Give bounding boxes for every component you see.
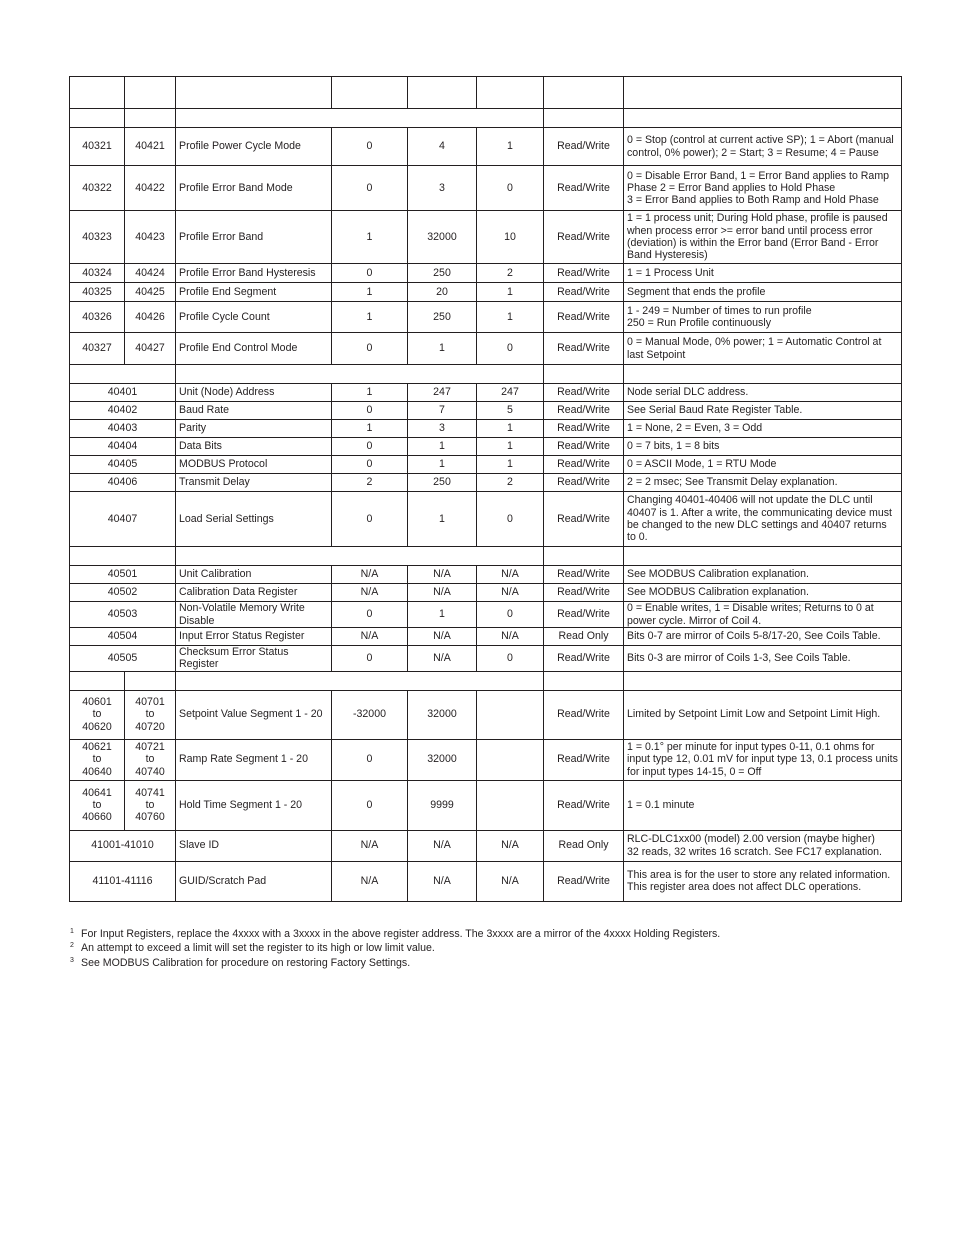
high-limit: 247 xyxy=(408,384,477,402)
table-row xyxy=(70,780,902,830)
footnotes xyxy=(70,926,890,969)
comments: RLC-DLC1xx00 (model) 2.00 version (maybe higher) 32 reads, 32 writes 16 scratch. See FC17 explanation. xyxy=(624,830,902,861)
comments: 0 = Stop (control at current active SP); 1 = Abort (manual control, 0% power); 2 = Start; 3 = Resume; 4 = Pause xyxy=(624,128,902,166)
comments: 0 = ASCII Mode, 1 = RTU Mode xyxy=(624,456,902,474)
comments: Limited by Setpoint Limit Low and Setpoint Limit High. xyxy=(624,690,902,739)
access-mode: Read/Write xyxy=(544,402,624,420)
default-value: N/A xyxy=(477,861,544,901)
high-limit: 32000 xyxy=(408,690,477,739)
comments: 0 = Enable writes, 1 = Disable writes; Returns to 0 at power cycle. Mirror of Coil 4. xyxy=(624,602,902,628)
register-name: Ramp Rate Segment 1 - 20 xyxy=(176,739,332,780)
section-divider-row xyxy=(70,671,902,690)
low-limit: 0 xyxy=(332,646,408,672)
high-limit: 250 xyxy=(408,474,477,492)
register-name: Parity xyxy=(176,420,332,438)
comments: 0 = Manual Mode, 0% power; 1 = Automatic Control at last Setpoint xyxy=(624,333,902,365)
high-limit: 9999 xyxy=(408,780,477,830)
access-mode: Read/Write xyxy=(544,646,624,672)
register-address-alt: 40701 to 40720 xyxy=(125,690,176,739)
high-limit: 7 xyxy=(408,402,477,420)
access-mode: Read/Write xyxy=(544,861,624,901)
default-value xyxy=(477,780,544,830)
low-limit: 0 xyxy=(332,602,408,628)
register-name: Setpoint Value Segment 1 - 20 xyxy=(176,690,332,739)
register-table-body xyxy=(70,77,902,902)
access-mode: Read/Write xyxy=(544,302,624,333)
access-mode: Read/Write xyxy=(544,264,624,283)
empty-cell xyxy=(125,109,176,128)
table-row xyxy=(70,302,902,333)
low-limit: N/A xyxy=(332,628,408,646)
default-value: 247 xyxy=(477,384,544,402)
empty-cell xyxy=(70,547,176,566)
low-limit: N/A xyxy=(332,861,408,901)
empty-cell xyxy=(176,547,544,566)
comments: Segment that ends the profile xyxy=(624,283,902,302)
high-limit: 3 xyxy=(408,420,477,438)
access-mode: Read Only xyxy=(544,628,624,646)
empty-cell xyxy=(624,671,902,690)
register-name: Unit (Node) Address xyxy=(176,384,332,402)
table-row xyxy=(70,211,902,264)
access-mode: Read/Write xyxy=(544,739,624,780)
table-row xyxy=(70,384,902,402)
comments: See MODBUS Calibration explanation. xyxy=(624,584,902,602)
low-limit: N/A xyxy=(332,830,408,861)
high-limit: N/A xyxy=(408,830,477,861)
table-row xyxy=(70,420,902,438)
footnote-number: 1 xyxy=(70,928,74,935)
table-row xyxy=(70,456,902,474)
high-limit: 1 xyxy=(408,456,477,474)
footnote xyxy=(70,955,890,969)
register-name: Profile Error Band xyxy=(176,211,332,264)
register-address: 40502 xyxy=(70,584,176,602)
default-value: 0 xyxy=(477,646,544,672)
register-name: Baud Rate xyxy=(176,402,332,420)
default-value: N/A xyxy=(477,628,544,646)
access-mode: Read/Write xyxy=(544,474,624,492)
comments: Bits 0-3 are mirror of Coils 1-3, See Coils Table. xyxy=(624,646,902,672)
table-row xyxy=(70,438,902,456)
default-value: 1 xyxy=(477,456,544,474)
access-mode: Read/Write xyxy=(544,492,624,547)
comments: See Serial Baud Rate Register Table. xyxy=(624,402,902,420)
high-limit: N/A xyxy=(408,584,477,602)
comments: 1 = 0.1 minute xyxy=(624,780,902,830)
low-limit: 1 xyxy=(332,211,408,264)
register-table xyxy=(69,76,902,902)
high-limit: 1 xyxy=(408,602,477,628)
register-address-alt: 40425 xyxy=(125,283,176,302)
comments: 1 - 249 = Number of times to run profile 250 = Run Profile continuously xyxy=(624,302,902,333)
default-value xyxy=(477,739,544,780)
comments: 0 = Disable Error Band, 1 = Error Band applies to Ramp Phase 2 = Error Band applies to Hold Phase 3 = Error Band applies to Both Ramp and Hold Phase xyxy=(624,166,902,211)
register-name: GUID/Scratch Pad xyxy=(176,861,332,901)
register-name: Profile Error Band Mode xyxy=(176,166,332,211)
comments: 1 = 1 Process Unit xyxy=(624,264,902,283)
table-row xyxy=(70,166,902,211)
default-value: N/A xyxy=(477,584,544,602)
high-limit: N/A xyxy=(408,861,477,901)
register-address: 41101-41116 xyxy=(70,861,176,901)
register-address: 40407 xyxy=(70,492,176,547)
register-address: 40601 to 40620 xyxy=(70,690,125,739)
register-name: Input Error Status Register xyxy=(176,628,332,646)
table-row xyxy=(70,474,902,492)
low-limit: 1 xyxy=(332,384,408,402)
high-limit: 20 xyxy=(408,283,477,302)
register-address: 40621 to 40640 xyxy=(70,739,125,780)
register-address-alt: 40721 to 40740 xyxy=(125,739,176,780)
access-mode: Read/Write xyxy=(544,566,624,584)
register-address-alt: 40424 xyxy=(125,264,176,283)
register-address: 40321 xyxy=(70,128,125,166)
high-limit: 1 xyxy=(408,492,477,547)
low-limit: 0 xyxy=(332,438,408,456)
default-value xyxy=(477,690,544,739)
comments: 1 = 1 process unit; During Hold phase, profile is paused when process error >= error band until process error (deviation) is within the Error band (Error Band - Error Band Hysteresis) xyxy=(624,211,902,264)
register-address-alt: 40427 xyxy=(125,333,176,365)
access-mode: Read/Write xyxy=(544,602,624,628)
table-row xyxy=(70,402,902,420)
register-address-alt: 40423 xyxy=(125,211,176,264)
empty-cell xyxy=(624,365,902,384)
default-value: 10 xyxy=(477,211,544,264)
default-value: 1 xyxy=(477,302,544,333)
footnote-text: For Input Registers, replace the 4xxxx with a 3xxxx in the above register address. The 3xxxx are a mirror of the 4xxxx Holding Registers. xyxy=(81,928,721,940)
high-limit: 32000 xyxy=(408,739,477,780)
low-limit: 0 xyxy=(332,128,408,166)
empty-cell xyxy=(624,547,902,566)
low-limit: 1 xyxy=(332,283,408,302)
register-address-alt: 40741 to 40760 xyxy=(125,780,176,830)
register-address: 40641 to 40660 xyxy=(70,780,125,830)
table-row xyxy=(70,628,902,646)
register-address: 40405 xyxy=(70,456,176,474)
register-address-alt: 40421 xyxy=(125,128,176,166)
empty-cell xyxy=(544,109,624,128)
default-value: N/A xyxy=(477,566,544,584)
section-divider-row xyxy=(70,365,902,384)
table-row xyxy=(70,646,902,672)
comments: See MODBUS Calibration explanation. xyxy=(624,566,902,584)
register-address: 40505 xyxy=(70,646,176,672)
access-mode: Read/Write xyxy=(544,420,624,438)
empty-cell xyxy=(70,365,176,384)
comments: 1 = None, 2 = Even, 3 = Odd xyxy=(624,420,902,438)
high-limit: 250 xyxy=(408,302,477,333)
high-limit: N/A xyxy=(408,566,477,584)
register-address: 40406 xyxy=(70,474,176,492)
comments: Changing 40401-40406 will not update the DLC until 40407 is 1. After a write, the communicating device must be changed to the new DLC settings and 40407 returns to 0. xyxy=(624,492,902,547)
register-name: Profile Power Cycle Mode xyxy=(176,128,332,166)
empty-cell xyxy=(70,671,125,690)
register-address-alt: 40422 xyxy=(125,166,176,211)
comments: Node serial DLC address. xyxy=(624,384,902,402)
low-limit: 0 xyxy=(332,492,408,547)
table-row xyxy=(70,333,902,365)
comments: 1 = 0.1° per minute for input types 0-11, 0.1 ohms for input type 12, 0.01 mV for input type 13, 0.1 process units for input types 14-15, 0 = Off xyxy=(624,739,902,780)
register-name: MODBUS Protocol xyxy=(176,456,332,474)
empty-cell xyxy=(125,671,176,690)
default-value: 0 xyxy=(477,333,544,365)
register-address: 40501 xyxy=(70,566,176,584)
default-value: 2 xyxy=(477,264,544,283)
empty-cell xyxy=(544,365,624,384)
empty-cell xyxy=(544,671,624,690)
register-name: Profile End Segment xyxy=(176,283,332,302)
empty-cell xyxy=(176,109,544,128)
high-limit: N/A xyxy=(408,628,477,646)
register-address: 40403 xyxy=(70,420,176,438)
register-name: Data Bits xyxy=(176,438,332,456)
low-limit: 0 xyxy=(332,264,408,283)
register-name: Profile End Control Mode xyxy=(176,333,332,365)
register-address: 40404 xyxy=(70,438,176,456)
footnote-text: An attempt to exceed a limit will set the register to its high or low limit value. xyxy=(81,942,435,955)
high-limit: 1 xyxy=(408,333,477,365)
access-mode: Read/Write xyxy=(544,211,624,264)
register-name: Profile Error Band Hysteresis xyxy=(176,264,332,283)
high-limit: 3 xyxy=(408,166,477,211)
high-limit: 4 xyxy=(408,128,477,166)
register-address: 40402 xyxy=(70,402,176,420)
table-row xyxy=(70,584,902,602)
low-limit: 0 xyxy=(332,739,408,780)
table-row xyxy=(70,492,902,547)
access-mode: Read/Write xyxy=(544,283,624,302)
access-mode: Read/Write xyxy=(544,584,624,602)
default-value: 1 xyxy=(477,438,544,456)
comments: Bits 0-7 are mirror of Coils 5-8/17-20, See Coils Table. xyxy=(624,628,902,646)
register-address: 40401 xyxy=(70,384,176,402)
table-row xyxy=(70,739,902,780)
section-divider-row xyxy=(70,109,902,128)
empty-cell xyxy=(70,109,125,128)
header-row xyxy=(70,77,902,109)
comments: This area is for the user to store any related information. This register area does not affect DLC operations. xyxy=(624,861,902,901)
register-address: 40322 xyxy=(70,166,125,211)
default-value: 0 xyxy=(477,602,544,628)
register-name: Hold Time Segment 1 - 20 xyxy=(176,780,332,830)
access-mode: Read/Write xyxy=(544,780,624,830)
default-value: 0 xyxy=(477,166,544,211)
access-mode: Read Only xyxy=(544,830,624,861)
high-limit: 32000 xyxy=(408,211,477,264)
low-limit: 0 xyxy=(332,402,408,420)
low-limit: 0 xyxy=(332,166,408,211)
register-name: Profile Cycle Count xyxy=(176,302,332,333)
access-mode: Read/Write xyxy=(544,384,624,402)
register-name: Non-Volatile Memory Write Disable xyxy=(176,602,332,628)
default-value: 1 xyxy=(477,128,544,166)
table-row xyxy=(70,602,902,628)
comments: 2 = 2 msec; See Transmit Delay explanation. xyxy=(624,474,902,492)
low-limit: 0 xyxy=(332,333,408,365)
section-divider-row xyxy=(70,547,902,566)
low-limit: N/A xyxy=(332,566,408,584)
access-mode: Read/Write xyxy=(544,166,624,211)
register-address-alt: 40426 xyxy=(125,302,176,333)
footnote-number: 3 xyxy=(70,956,74,964)
default-value: 5 xyxy=(477,402,544,420)
register-address: 40325 xyxy=(70,283,125,302)
register-address: 40326 xyxy=(70,302,125,333)
register-address: 40503 xyxy=(70,602,176,628)
access-mode: Read/Write xyxy=(544,333,624,365)
register-address: 40327 xyxy=(70,333,125,365)
register-address: 41001-41010 xyxy=(70,830,176,861)
low-limit: 0 xyxy=(332,456,408,474)
table-row xyxy=(70,283,902,302)
default-value: 0 xyxy=(477,492,544,547)
default-value: 2 xyxy=(477,474,544,492)
table-row xyxy=(70,566,902,584)
high-limit: 1 xyxy=(408,438,477,456)
table-row xyxy=(70,830,902,861)
empty-cell xyxy=(176,671,544,690)
high-limit: 250 xyxy=(408,264,477,283)
access-mode: Read/Write xyxy=(544,690,624,739)
access-mode: Read/Write xyxy=(544,456,624,474)
register-name: Unit Calibration xyxy=(176,566,332,584)
empty-cell xyxy=(624,109,902,128)
table-row xyxy=(70,690,902,739)
register-address: 40504 xyxy=(70,628,176,646)
table-row xyxy=(70,264,902,283)
footnote-number: 2 xyxy=(70,942,74,950)
default-value: N/A xyxy=(477,830,544,861)
register-name: Load Serial Settings xyxy=(176,492,332,547)
access-mode: Read/Write xyxy=(544,438,624,456)
comments: 0 = 7 bits, 1 = 8 bits xyxy=(624,438,902,456)
register-name: Slave ID xyxy=(176,830,332,861)
empty-cell xyxy=(176,365,544,384)
default-value: 1 xyxy=(477,420,544,438)
empty-cell xyxy=(544,547,624,566)
low-limit: -32000 xyxy=(332,690,408,739)
low-limit: N/A xyxy=(332,584,408,602)
high-limit: N/A xyxy=(408,646,477,672)
table-row xyxy=(70,128,902,166)
footnote-text: See MODBUS Calibration for procedure on restoring Factory Settings. xyxy=(81,956,411,969)
low-limit: 2 xyxy=(332,474,408,492)
table-row xyxy=(70,861,902,901)
footnote xyxy=(70,926,890,940)
register-address: 40323 xyxy=(70,211,125,264)
register-name: Checksum Error Status Register xyxy=(176,646,332,672)
low-limit: 0 xyxy=(332,780,408,830)
register-name: Calibration Data Register xyxy=(176,584,332,602)
access-mode: Read/Write xyxy=(544,128,624,166)
register-name: Transmit Delay xyxy=(176,474,332,492)
low-limit: 1 xyxy=(332,302,408,333)
low-limit: 1 xyxy=(332,420,408,438)
footnote xyxy=(70,940,890,954)
default-value: 1 xyxy=(477,283,544,302)
register-address: 40324 xyxy=(70,264,125,283)
